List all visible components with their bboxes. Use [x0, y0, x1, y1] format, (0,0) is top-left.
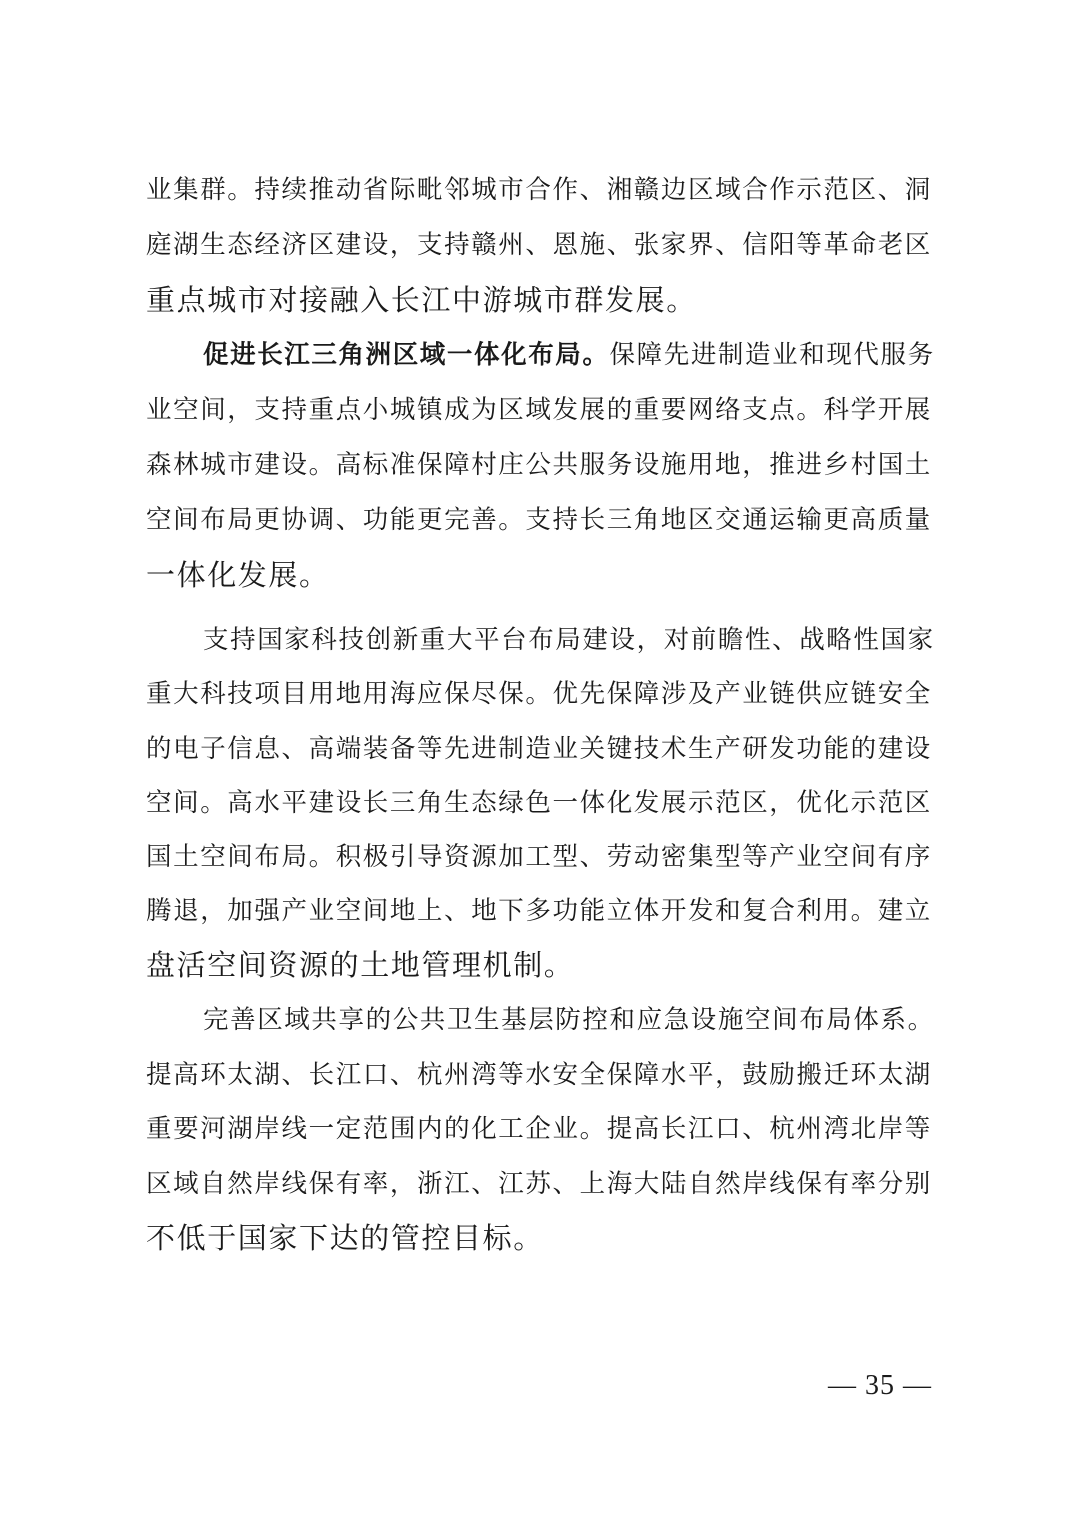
paragraph-4-line-3: 重要河湖岸线一定范围内的化工企业。提高长江口、杭州湾北岸等 — [146, 1114, 932, 1144]
paragraph-1-line-3: 重点城市对接融入长江中游城市群发展。 — [146, 283, 697, 317]
paragraph-1-line-2: 庭湖生态经济区建设，支持赣州、恩施、张家界、信阳等革命老区 — [146, 230, 932, 260]
paragraph-2-line-5: 一体化发展。 — [146, 558, 330, 592]
paragraph-2-line-4: 空间布局更协调、功能更完善。支持长三角地区交通运输更高质量 — [146, 505, 932, 535]
paragraph-3-line-5: 国土空间布局。积极引导资源加工型、劳动密集型等产业空间有序 — [146, 842, 932, 872]
paragraph-4-line-4: 区域自然岸线保有率，浙江、江苏、上海大陆自然岸线保有率分别 — [146, 1169, 932, 1199]
paragraph-2-line-1 — [203, 335, 935, 375]
paragraph-2-line-2: 业空间，支持重点小城镇成为区域发展的重要网络支点。科学开展 — [146, 395, 932, 425]
page-number: — 35 — — [828, 1370, 932, 1401]
paragraph-2-heading: 促进长江三角洲区域一体化布局。 — [203, 340, 610, 370]
paragraph-3-line-4: 空间。高水平建设长三角生态绿色一体化发展示范区，优化示范区 — [146, 788, 932, 818]
paragraph-3-line-6: 腾退，加强产业空间地上、地下多功能立体开发和复合利用。建立 — [146, 896, 932, 926]
paragraph-4-line-1: 完善区域共享的公共卫生基层防控和应急设施空间布局体系。 — [203, 1005, 935, 1035]
paragraph-4-line-5: 不低于国家下达的管控目标。 — [146, 1221, 544, 1255]
paragraph-2-line-3: 森林城市建设。高标准保障村庄公共服务设施用地，推进乡村国土 — [146, 450, 932, 480]
paragraph-3-line-1: 支持国家科技创新重大平台布局建设，对前瞻性、战略性国家 — [203, 625, 935, 655]
paragraph-2-line-1-text: 保障先进制造业和现代服务 — [609, 340, 935, 370]
paragraph-3-line-2: 重大科技项目用地用海应保尽保。优先保障涉及产业链供应链安全 — [146, 679, 932, 709]
paragraph-1-line-1: 业集群。持续推动省际毗邻城市合作、湘赣边区域合作示范区、洞 — [146, 175, 932, 205]
paragraph-3-line-3: 的电子信息、高端装备等先进制造业关键技术生产研发功能的建设 — [146, 734, 932, 764]
paragraph-4-line-2: 提高环太湖、长江口、杭州湾等水安全保障水平，鼓励搬迁环太湖 — [146, 1060, 932, 1090]
paragraph-3-line-7: 盘活空间资源的土地管理机制。 — [146, 948, 575, 982]
